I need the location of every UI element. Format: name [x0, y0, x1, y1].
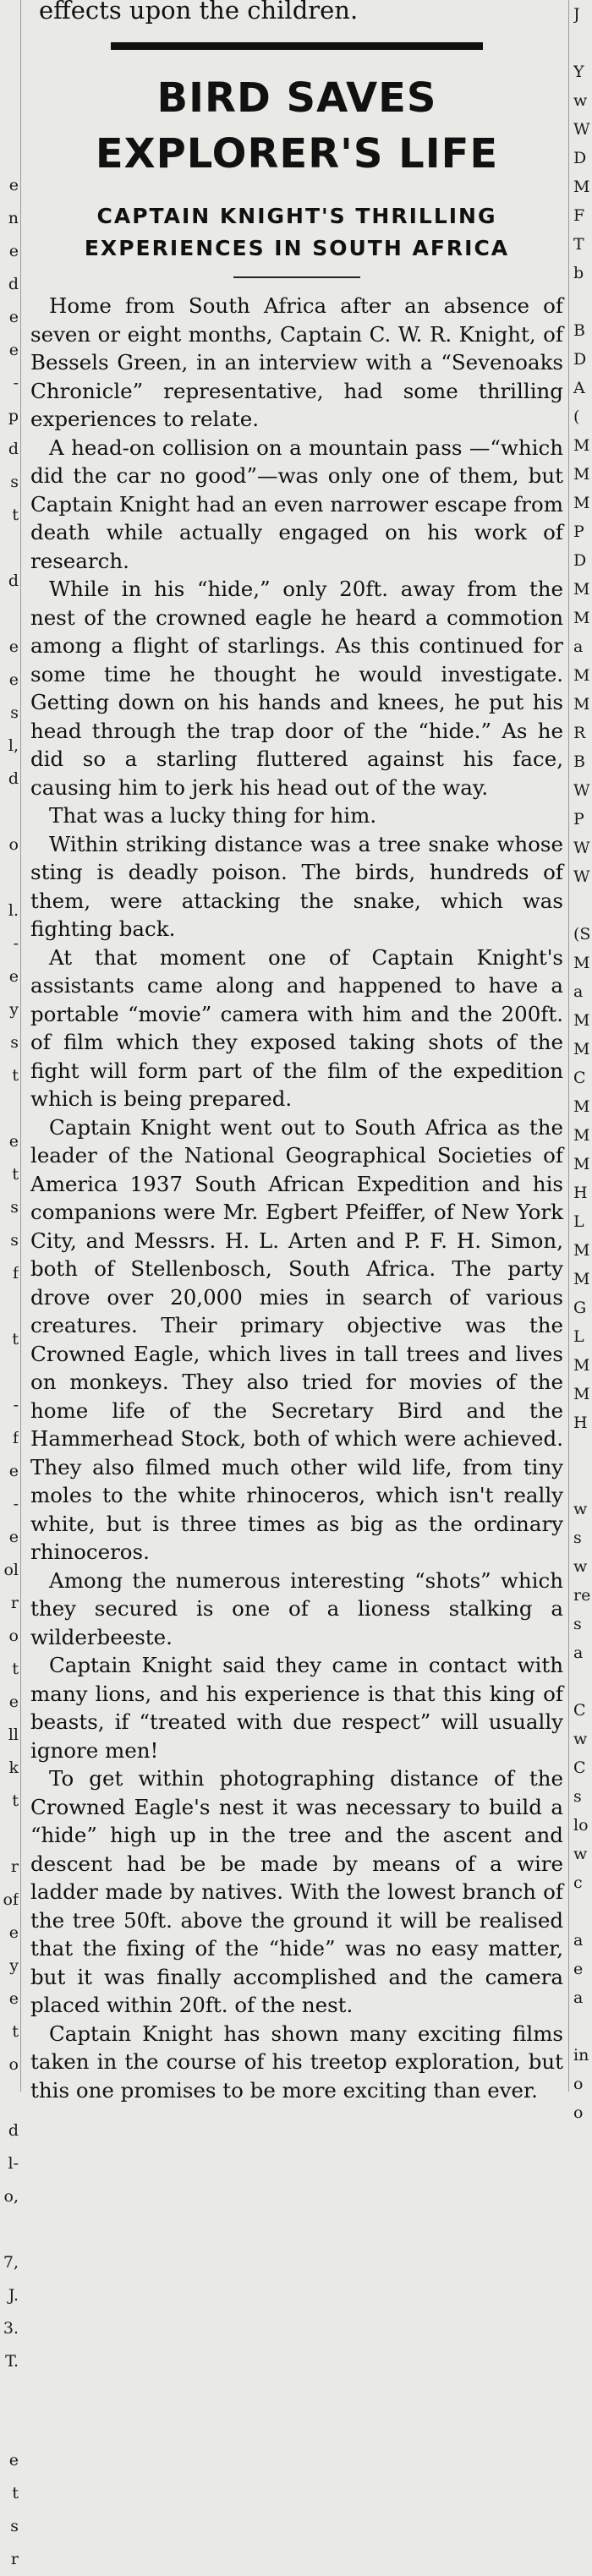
right-margin-fragment: s	[573, 1529, 582, 1547]
right-margin-fragment: w	[573, 1845, 588, 1863]
left-margin-fragment: t	[12, 506, 19, 524]
left-margin-fragment: e	[8, 308, 19, 326]
left-margin-fragment: d	[8, 572, 19, 590]
left-margin-fragment: e	[8, 637, 19, 656]
right-margin-fragment: W	[573, 781, 590, 800]
right-margin-fragment: M	[573, 580, 590, 599]
left-margin-fragment: t	[12, 1791, 19, 1810]
right-margin-fragment: o	[573, 2103, 584, 2122]
left-margin-fragment: e	[8, 967, 19, 986]
left-margin-fragment: e	[8, 2451, 19, 2469]
left-margin-fragment: e	[8, 242, 19, 260]
left-margin-fragment: d	[8, 2121, 19, 2140]
left-margin-fragment: e	[8, 1693, 19, 1711]
left-margin-fragment: o,	[3, 2187, 19, 2206]
left-margin-fragment: d	[8, 769, 19, 788]
right-margin-fragment: (S	[573, 925, 591, 943]
right-margin-fragment: b	[573, 264, 584, 282]
right-margin-fragment: P	[573, 810, 584, 829]
right-margin-fragment	[573, 1667, 592, 1696]
left-margin-fragment: s	[10, 1198, 19, 1217]
left-margin-fragment	[0, 2081, 19, 2114]
right-margin-fragment: M	[573, 465, 590, 484]
right-margin-fragment: W	[573, 120, 590, 139]
left-margin-fragment: e	[8, 1462, 19, 1480]
right-margin-fragment: (	[573, 407, 580, 426]
left-margin-fragment: t	[12, 2022, 19, 2041]
left-margin-fragment: T.	[5, 2352, 19, 2371]
left-margin-fragment: d	[8, 275, 19, 293]
previous-article-tail: effects upon the children.	[39, 0, 359, 25]
left-margin-fragment: l-	[8, 2154, 19, 2173]
right-margin-fragment: M	[573, 954, 590, 972]
left-margin-fragment: t	[12, 1330, 19, 1348]
right-margin-fragment: B	[573, 752, 585, 771]
right-margin-fragment: B	[573, 321, 585, 340]
article-paragraph: A head-on collision on a mountain pass —“which did the car no good”—was only one of them, but Captain Knight had an even narrower escape from death while actually engaged on his work of research.	[30, 435, 564, 573]
right-margin-fragment: T	[573, 235, 584, 254]
left-margin-fragment: o	[8, 835, 19, 854]
left-margin-fragment: e	[8, 1528, 19, 1546]
article-paragraph: Captain Knight went out to South Africa as the leader of the National Geographical Societies of America 1937 South African Expedition and his companions were Mr. Egbert Pfeiffer, of New York City, and Messrs. H. L. Arten and P. F. H. Simon, both of Stellenbosch, South Africa. The party drove over 20,000 mies in search of various creatures. Their primary objective was the Crowned Eagle, which lives in tall trees and lives on monkeys. They also tried for movies of the home life of the Secretary Bird and the Hammerhead Stock, both of which were achieved. They also filmed much other wild life, from tiny moles to the white rhinoceros, which isn't really white, but is three times as big as the ordinary rhinoceros.	[30, 1114, 563, 1564]
right-margin-fragment: a	[573, 1988, 584, 2007]
left-margin-fragment: -	[13, 934, 19, 953]
right-margin-fragment: w	[573, 91, 588, 110]
right-margin-fragment: C	[573, 1758, 586, 1777]
right-margin-fragment: a	[573, 1643, 584, 1662]
right-margin-fragment	[573, 287, 592, 316]
left-margin-fragment: t	[12, 1660, 19, 1678]
right-margin-fragment: G	[573, 1299, 587, 1317]
left-margin-fragment: y	[9, 1000, 19, 1019]
right-margin-fragment	[573, 1437, 592, 1466]
right-margin-fragment: H	[573, 1184, 588, 1202]
right-margin-fragment: W	[573, 867, 590, 886]
article-paragraph: Captain Knight said they came in contact with many lions, and his experience is that this king of beasts, if “treated with due respect” will usually ignore men!	[30, 1653, 563, 1763]
right-margin-fragment: M	[573, 1356, 590, 1375]
right-margin-fragment: a	[573, 982, 584, 1001]
left-margin-fragment	[0, 796, 19, 829]
left-margin-fragment: r	[10, 1594, 19, 1612]
right-margin-fragment: P	[573, 522, 584, 541]
right-margin-fragment: M	[573, 1241, 590, 1260]
right-adjacent-column-fragment	[573, 0, 592, 2127]
left-margin-fragment: s	[10, 703, 19, 722]
subheadline: CAPTAIN KNIGHT'S THRILLING EXPERIENCES IN SOUTH AFRICA	[84, 204, 510, 260]
article-paragraph: Among the numerous interesting “shots” which they secured is one of a lioness stalking a wilderbeeste.	[30, 1567, 563, 1649]
left-margin-fragment: o	[8, 1627, 19, 1645]
left-margin-fragment: d	[8, 440, 19, 458]
right-margin-fragment: C	[573, 1069, 586, 1087]
right-margin-fragment: M	[573, 1270, 590, 1288]
subhead-divider	[233, 276, 360, 278]
right-margin-fragment: H	[573, 1414, 588, 1432]
article-paragraph: Within striking distance was a tree snake whose sting is deadly poison. The birds, hundreds of them, were attacking the snake, which was fighting back.	[30, 831, 563, 941]
right-margin-fragment: R	[573, 724, 586, 742]
article-body	[30, 292, 563, 2104]
left-margin-fragment: ll	[8, 1726, 19, 1744]
left-margin-fragment: 7,	[3, 2253, 19, 2272]
right-margin-fragment: M	[573, 1385, 590, 1403]
right-margin-fragment	[573, 2012, 592, 2041]
left-margin-fragment: s	[10, 2517, 19, 2535]
right-margin-fragment: D	[573, 350, 587, 369]
right-margin-fragment: J	[573, 5, 580, 24]
right-margin-fragment: w	[573, 1730, 588, 1748]
left-margin-fragment	[0, 861, 19, 894]
left-margin-fragment: y	[9, 1956, 19, 1975]
right-margin-fragment: F	[573, 206, 585, 225]
article-paragraph: Home from South Africa after an absence of seven or eight months, Captain C. W. R. Knight, of Bessels Green, in an interview with a “Sevenoaks Chronicle” representative, had some thrilling experiences to relate.	[30, 293, 563, 431]
right-margin-fragment: D	[573, 551, 587, 570]
left-margin-fragment: f	[12, 1264, 19, 1283]
right-margin-fragment: W	[573, 839, 590, 857]
left-margin-fragment: of	[3, 1890, 19, 1909]
article-paragraph: While in his “hide,” only 20ft. away from the nest of the crowned eagle he heard a commotion among a flight of starlings. As this continued for some time he thought he would investigate. Getting down on his hands and knees, he put his head through the trap door of the “hide.” As he did so a starling fluttered against his face, causing him to jerk his head out of the way.	[30, 577, 563, 800]
left-margin-fragment: e	[8, 1923, 19, 1942]
right-margin-fragment: w	[573, 1557, 588, 1576]
left-margin-fragment: J.	[8, 2286, 19, 2305]
right-margin-fragment	[573, 1897, 592, 1926]
right-margin-fragment: M	[573, 609, 590, 627]
left-margin-fragment: t	[12, 1066, 19, 1085]
left-adjacent-column-fragment	[0, 169, 19, 2576]
left-margin-fragment: e	[8, 341, 19, 359]
left-margin-fragment	[0, 1818, 19, 1851]
right-margin-fragment: c	[573, 1873, 583, 1892]
left-margin-fragment: r	[10, 1857, 19, 1876]
right-margin-fragment: L	[573, 1327, 584, 1346]
right-margin-fragment: in	[573, 2046, 589, 2065]
left-margin-fragment: 3.	[3, 2319, 19, 2338]
right-margin-fragment: e	[573, 1960, 584, 1978]
right-margin-fragment: a	[573, 637, 584, 656]
right-margin-fragment: w	[573, 1500, 588, 1518]
left-margin-fragment: s	[10, 1033, 19, 1052]
left-margin-fragment: e	[8, 1989, 19, 2008]
article-paragraph: That was a lucky thing for him.	[49, 803, 377, 828]
right-margin-fragment	[573, 891, 592, 920]
left-margin-fragment	[0, 1356, 19, 1389]
left-margin-fragment: e	[8, 1132, 19, 1151]
left-margin-fragment: s	[10, 473, 19, 491]
article-paragraph: Captain Knight has shown many exciting films taken in the course of his treetop exploration, but this one promises to be more exciting than ever.	[30, 2021, 563, 2103]
right-margin-fragment: M	[573, 178, 590, 196]
right-margin-fragment: M	[573, 436, 590, 455]
left-margin-fragment: t	[12, 2484, 19, 2502]
right-margin-fragment: C	[573, 1701, 586, 1720]
right-margin-fragment: re	[573, 1586, 591, 1605]
right-margin-fragment: s	[573, 1787, 582, 1806]
right-margin-fragment: D	[573, 149, 587, 167]
left-margin-fragment: r	[10, 2550, 19, 2568]
left-margin-fragment: -	[13, 1396, 19, 1414]
right-margin-fragment: M	[573, 494, 590, 512]
left-margin-fragment: l,	[8, 736, 19, 755]
right-margin-fragment: lo	[573, 1816, 589, 1835]
left-margin-fragment: e	[8, 670, 19, 689]
article-paragraph: At that moment one of Captain Knight's assistants came along and happened to have a portable “movie” camera with him and the 200ft. of film which they exposed taking shots of the fight will form part of the film of the expedition which is being prepared.	[30, 944, 563, 1111]
right-margin-fragment: A	[573, 379, 585, 397]
right-margin-fragment: o	[573, 2075, 584, 2093]
left-column-rule	[20, 0, 21, 2092]
right-column-rule	[568, 0, 569, 2092]
article-paragraph: To get within photographing distance of the Crowned Eagle's nest it was necessary to build a “hide” high up in the tree and the ascent and descent had be be made by means of a wire ladder made by natives. With the lowest branch of the tree 50ft. above the ground it will be realised that the fixing of the “hide” was no easy matter, but it was finally accomplished and the camera placed within 20ft. of the nest.	[30, 1766, 563, 2017]
right-margin-fragment: M	[573, 1126, 590, 1145]
right-margin-fragment: L	[573, 1212, 584, 1231]
right-margin-fragment	[573, 29, 592, 57]
left-margin-fragment	[0, 2411, 19, 2444]
left-margin-fragment	[0, 2378, 19, 2411]
headline: BIRD SAVES EXPLORER'S LIFE	[95, 74, 499, 178]
right-margin-fragment: M	[573, 1011, 590, 1030]
right-margin-fragment: M	[573, 695, 590, 714]
left-margin-fragment: -	[13, 1495, 19, 1513]
left-margin-fragment: ol	[3, 1561, 19, 1579]
right-margin-fragment: s	[573, 1615, 582, 1633]
right-margin-fragment: Y	[573, 63, 584, 81]
left-margin-fragment: -	[13, 374, 19, 392]
left-margin-fragment	[0, 1092, 19, 1125]
right-margin-fragment	[573, 1466, 592, 1495]
left-margin-fragment: f	[12, 1429, 19, 1447]
left-margin-fragment	[0, 598, 19, 631]
left-margin-fragment: n	[8, 209, 19, 227]
left-margin-fragment: e	[8, 176, 19, 194]
right-margin-fragment: M	[573, 1097, 590, 1116]
left-margin-fragment: k	[8, 1758, 19, 1777]
left-margin-fragment: s	[10, 1231, 19, 1250]
left-margin-fragment	[0, 1290, 19, 1323]
left-margin-fragment: l.	[8, 901, 19, 920]
right-margin-fragment: a	[573, 1931, 584, 1950]
right-margin-fragment: M	[573, 1155, 590, 1173]
right-margin-fragment: M	[573, 666, 590, 685]
left-margin-fragment: t	[12, 1165, 19, 1184]
left-margin-fragment	[0, 532, 19, 565]
left-margin-fragment: p	[8, 407, 19, 425]
left-margin-fragment	[0, 2213, 19, 2246]
article	[30, 0, 563, 2104]
left-margin-fragment: o	[8, 2055, 19, 2074]
right-margin-fragment: M	[573, 1040, 590, 1058]
section-divider	[111, 42, 483, 50]
